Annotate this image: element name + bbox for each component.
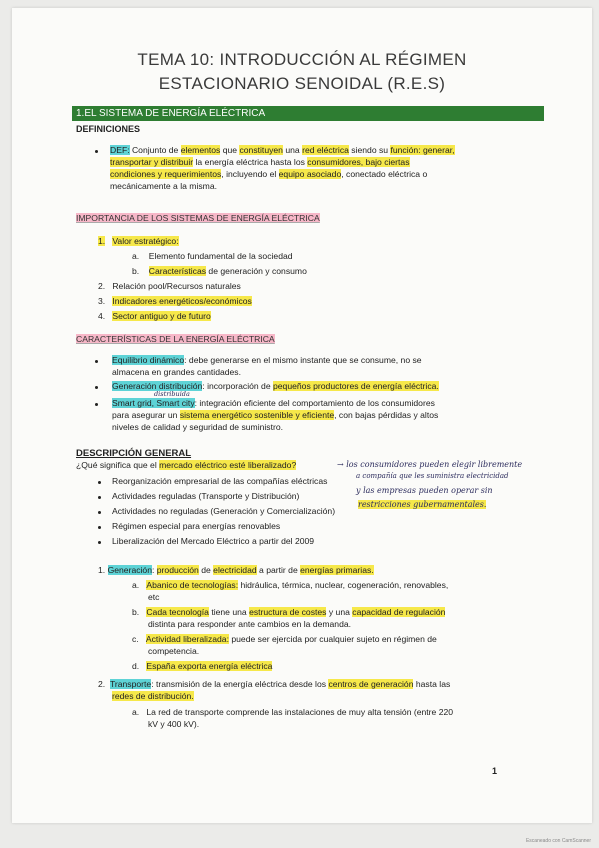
importancia-item-1a: a. Elemento fundamental de la sociedad	[132, 251, 293, 261]
caracteristica-1-line-2: almacena en grandes cantidades.	[112, 367, 241, 377]
transporte-item-a: a. La red de transporte comprende las instalaciones de muy alta tensión (entre 220	[132, 707, 454, 717]
generacion-item-c-cont: competencia.	[148, 646, 200, 656]
caracteristicas-heading: CARACTERÍSTICAS DE LA ENERGÍA ELÉCTRICA	[76, 334, 275, 344]
scanner-footer: Escaneado con CamScanner	[525, 838, 591, 844]
descripcion-item-2: Actividades reguladas (Transporte y Distribución)	[112, 491, 300, 501]
importancia-item-1b: b. Características de generación y consumo	[132, 266, 307, 276]
importancia-heading: IMPORTANCIA DE LOS SISTEMAS DE ENERGÍA ELÉCTRICA	[76, 213, 320, 223]
handwritten-answer-line-3: y las empresas pueden operar sin	[356, 486, 493, 495]
definition-line-2: transportar y distribuir la energía eléctrica hasta los consumidores, bajo ciertas	[110, 157, 410, 167]
generacion-item-b-cont: distinta para responder ante cambios en la demanda.	[148, 619, 352, 629]
importancia-item-2: 2. Relación pool/Recursos naturales	[98, 281, 241, 291]
page-number: 1	[492, 766, 498, 776]
bullet	[95, 386, 98, 389]
bullet	[95, 360, 98, 363]
transporte-heading-cont: redes de distribución.	[112, 691, 194, 701]
handwritten-answer-line-2: a compañía que les suministra electricidad	[356, 472, 509, 480]
importancia-item-4: 4. Sector antiguo y de futuro	[98, 311, 211, 321]
generacion-item-b: b. Cada tecnología tiene una estructura de costes y una capacidad de regulación	[132, 607, 446, 617]
definition-line-4: mecánicamente a la misma.	[110, 181, 217, 191]
generacion-item-d: d. España exporta energía eléctrica	[132, 661, 273, 671]
descripcion-item-4: Régimen especial para energías renovables	[112, 521, 281, 531]
transporte-heading: 2. Transporte: transmisión de la energía eléctrica desde los centros de generación hasta las	[98, 679, 451, 689]
section-header: 1.EL SISTEMA DE ENERGÍA ELÉCTRICA	[72, 106, 544, 121]
caracteristica-3-line-2: para asegurar un sistema energético sostenible y eficiente, con bajas pérdidas y altos	[112, 410, 439, 420]
transporte-item-a-cont: kV y 400 kV).	[148, 719, 200, 729]
caracteristica-2-line-1: Generación distribución: incorporación de pequeños productores de energía eléctrica.	[112, 381, 439, 391]
title-line-2: ESTACIONARIO SENOIDAL (R.E.S)	[158, 74, 446, 93]
document-page	[12, 8, 592, 823]
generacion-item-c: c. Actividad liberalizada: puede ser ejercida por cualquier sujeto en régimen de	[132, 634, 437, 644]
bullet	[95, 403, 98, 406]
bullet	[98, 496, 101, 499]
bullet	[98, 481, 101, 484]
bullet	[98, 541, 101, 544]
bullet	[98, 526, 101, 529]
bullet	[98, 511, 101, 514]
caracteristica-1-line-1: Equilibrio dinámico: debe generarse en el mismo instante que se consume, no se	[112, 355, 422, 365]
bullet	[95, 150, 98, 153]
generacion-item-a: a. Abanico de tecnologías: hidráulica, térmica, nuclear, cogeneración, renovables,	[132, 580, 449, 590]
descripcion-heading: DESCRIPCIÓN GENERAL	[76, 448, 192, 459]
definiciones-heading: DEFINICIONES	[76, 124, 141, 134]
importancia-item-3: 3. Indicadores energéticos/económicos	[98, 296, 252, 306]
definition-line-1: DEF: Conjunto de elementos que constituyen una red eléctrica siendo su función: generar,	[110, 145, 455, 155]
liberalized-question: ¿Qué significa que el mercado eléctrico esté liberalizado?	[76, 460, 297, 470]
definition-line-3: condiciones y requerimientos, incluyendo el equipo asociado, conectado eléctrica o	[110, 169, 428, 179]
generacion-item-a-cont: etc	[148, 592, 160, 602]
caracteristica-3-line-1: Smart grid, Smart city: integración eficiente del comportamiento de los consumidores	[112, 398, 435, 408]
descripcion-item-5: Liberalización del Mercado Eléctrico a partir del 2009	[112, 536, 315, 546]
importancia-item-1: 1. Valor estratégico:	[98, 236, 179, 246]
handwritten-note-distribuida: distribuida	[154, 390, 190, 398]
descripcion-item-3: Actividades no reguladas (Generación y Comercialización)	[112, 506, 336, 516]
title-line-1: TEMA 10: INTRODUCCIÓN AL RÉGIMEN	[137, 50, 467, 69]
generacion-heading: 1. Generación: producción de electricidad a partir de energías primarias.	[98, 565, 374, 575]
descripcion-item-1: Reorganización empresarial de las compañías eléctricas	[112, 476, 328, 486]
handwritten-answer-line-4: restricciones gubernamentales.	[358, 500, 487, 509]
caracteristica-3-line-3: niveles de calidad y seguridad de suministro.	[112, 422, 284, 432]
handwritten-answer-line-1: → los consumidores pueden elegir libremente	[337, 460, 523, 469]
